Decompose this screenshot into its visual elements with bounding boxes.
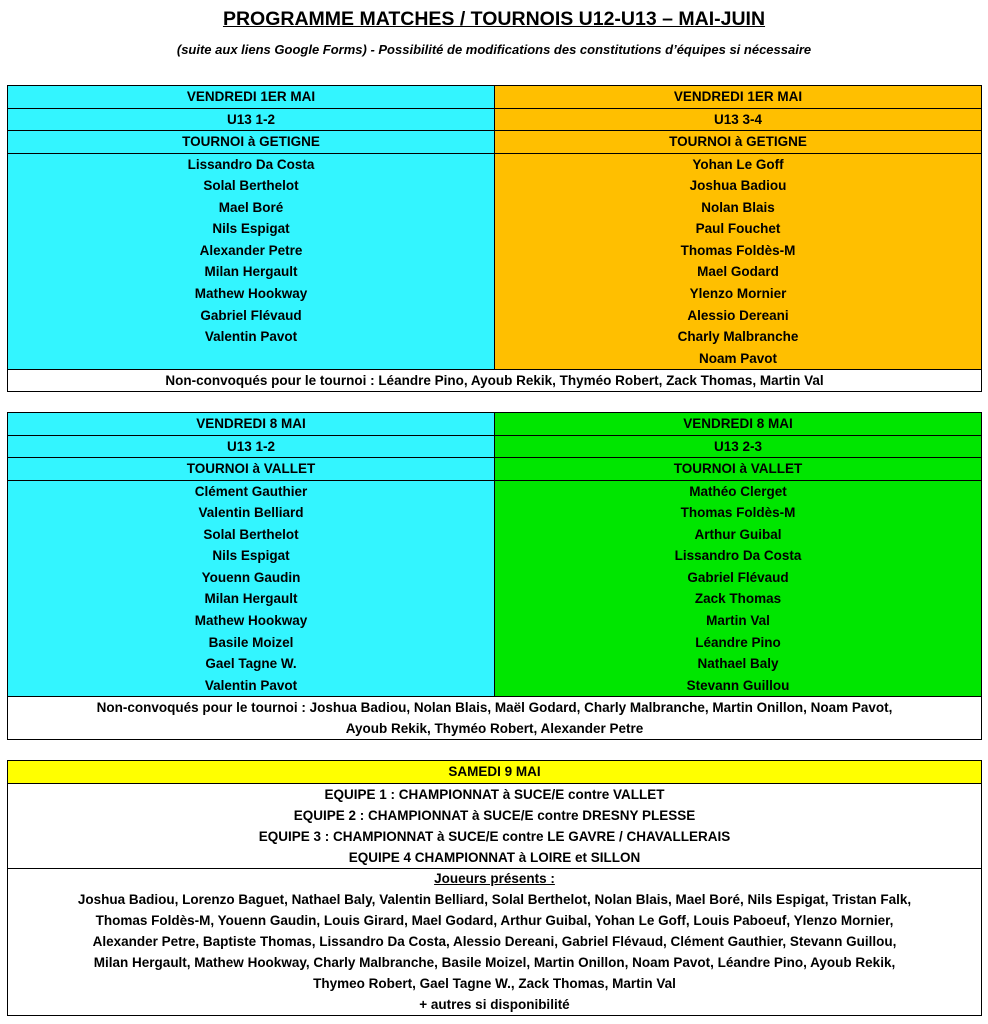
player-name: Thomas Foldès-M xyxy=(680,505,796,521)
player-name: Mael Boré xyxy=(218,199,284,215)
player-name: Yohan Le Goff xyxy=(692,156,784,172)
player-name: Joshua Badiou xyxy=(689,178,787,194)
player-name: Clément Gauthier xyxy=(194,483,308,499)
schedule-table-1 xyxy=(7,85,982,392)
player-name: Solal Berthelot xyxy=(203,178,299,194)
team-cell-left: U13 1-2 xyxy=(8,108,495,131)
equipe-line: EQUIPE 3 : CHAMPIONNAT à SUCE/E contre LE GAVRE / CHAVALLERAIS xyxy=(258,828,731,844)
equipe-line: EQUIPE 4 CHAMPIONNAT à LOIRE et SILLON xyxy=(348,849,641,865)
player-name: Nils Espigat xyxy=(212,548,290,564)
player-name: Basile Moizel xyxy=(208,634,294,650)
joueurs-line: Alexander Petre, Baptiste Thomas, Lissandro Da Costa, Alessio Dereani, Gabriel Flévaud, Clément Gauthier, Stevann Guillou, xyxy=(92,933,897,949)
player-name: Noam Pavot xyxy=(698,350,778,366)
date-cell-left: VENDREDI 8 MAI xyxy=(8,413,495,436)
event-cell-right: TOURNOI à VALLET xyxy=(495,458,982,481)
page-subtitle: (suite aux liens Google Forms) - Possibilité de modifications des constitutions d’équipes si nécessaire xyxy=(176,42,812,57)
player-name: Alexander Petre xyxy=(199,242,303,258)
joueurs-title: Joueurs présents : xyxy=(434,870,555,886)
player-name: Stevann Guillou xyxy=(686,677,790,693)
team-cell-right: U13 2-3 xyxy=(495,435,982,458)
joueurs-line: Thymeo Robert, Gael Tagne W., Zack Thomas, Martin Val xyxy=(313,975,676,991)
player-name: Paul Fouchet xyxy=(695,221,781,237)
joueurs-line: Milan Hergault, Mathew Hookway, Charly Malbranche, Basile Moizel, Martin Onillon, Noam Pavot, Léandre Pino, Ayoub Rekik, xyxy=(93,954,896,970)
player-name: Milan Hergault xyxy=(204,591,298,607)
schedule-table-2 xyxy=(7,412,982,740)
player-name: Léandre Pino xyxy=(695,634,781,650)
player-name: Valentin Pavot xyxy=(204,677,298,693)
date-cell-left: VENDREDI 1ER MAI xyxy=(8,86,495,109)
player-name: Mael Godard xyxy=(697,264,779,280)
player-name: Solal Berthelot xyxy=(203,526,299,542)
player-name: Gabriel Flévaud xyxy=(687,569,789,585)
equipe-line: EQUIPE 1 : CHAMPIONNAT à SUCE/E contre VALLET xyxy=(324,786,665,802)
equipes-cell xyxy=(8,783,982,868)
player-name: Lissandro Da Costa xyxy=(187,156,315,172)
saturday-table xyxy=(7,760,982,1016)
joueurs-line: Thomas Foldès-M, Youenn Gaudin, Louis Girard, Mael Godard, Arthur Guibal, Yohan Le Goff, Louis Paboeuf, Ylenzo Mornier, xyxy=(95,912,894,928)
event-cell-right: TOURNOI à GETIGNE xyxy=(495,131,982,154)
non-convoques-1: Non-convoqués pour le tournoi : Léandre Pino, Ayoub Rekik, Thyméo Robert, Zack Thomas, Martin Val xyxy=(8,370,982,392)
player-name: Milan Hergault xyxy=(204,264,298,280)
date-cell-right: VENDREDI 1ER MAI xyxy=(495,86,982,109)
player-list-right xyxy=(495,480,982,697)
player-name: Valentin Pavot xyxy=(204,329,298,345)
player-name: Valentin Belliard xyxy=(198,505,304,521)
player-name: Charly Malbranche xyxy=(677,329,799,345)
equipe-line: EQUIPE 2 : CHAMPIONNAT à SUCE/E contre DRESNY PLESSE xyxy=(293,807,696,823)
non-convoques-line: Ayoub Rekik, Thyméo Robert, Alexander Petre xyxy=(345,721,644,737)
event-cell-left: TOURNOI à GETIGNE xyxy=(8,131,495,154)
player-name: Ylenzo Mornier xyxy=(689,286,787,302)
joueurs-line: Joshua Badiou, Lorenzo Baguet, Nathael Baly, Valentin Belliard, Solal Berthelot, Nolan Blais, Mael Boré, Nils Espigat, Tristan Falk, xyxy=(77,891,912,907)
joueurs-cell xyxy=(8,868,982,1015)
player-name: Mathéo Clerget xyxy=(689,483,787,499)
player-name: Nils Espigat xyxy=(212,221,290,237)
player-name: Zack Thomas xyxy=(694,591,782,607)
player-name: Youenn Gaudin xyxy=(201,569,301,585)
player-name: Arthur Guibal xyxy=(694,526,782,542)
page-title: PROGRAMME MATCHES / TOURNOIS U12-U13 – MAI-JUIN xyxy=(222,8,766,30)
date-cell-right: VENDREDI 8 MAI xyxy=(495,413,982,436)
autres-line: + autres si disponibilité xyxy=(419,996,570,1012)
player-name: Alessio Dereani xyxy=(687,307,789,323)
player-name: Nolan Blais xyxy=(701,199,775,215)
player-name: Martin Val xyxy=(706,613,770,629)
player-name: Thomas Foldès-M xyxy=(680,242,796,258)
player-name: Mathew Hookway xyxy=(194,286,308,302)
non-convoques-line: Non-convoqués pour le tournoi : Joshua Badiou, Nolan Blais, Maël Godard, Charly Malbranche, Martin Onillon, Noam Pavot, xyxy=(96,700,893,716)
non-convoques-2 xyxy=(8,697,982,740)
player-name: Nathael Baly xyxy=(697,656,779,672)
saturday-date: SAMEDI 9 MAI xyxy=(8,761,982,784)
event-cell-left: TOURNOI à VALLET xyxy=(8,458,495,481)
player-list-right xyxy=(495,153,982,370)
player-name: Mathew Hookway xyxy=(194,613,308,629)
player-name: Lissandro Da Costa xyxy=(674,548,802,564)
player-name: Gael Tagne W. xyxy=(205,656,297,672)
team-cell-right: U13 3-4 xyxy=(495,108,982,131)
player-list-left xyxy=(8,480,495,697)
team-cell-left: U13 1-2 xyxy=(8,435,495,458)
player-list-left xyxy=(8,153,495,370)
player-name: Gabriel Flévaud xyxy=(200,307,302,323)
